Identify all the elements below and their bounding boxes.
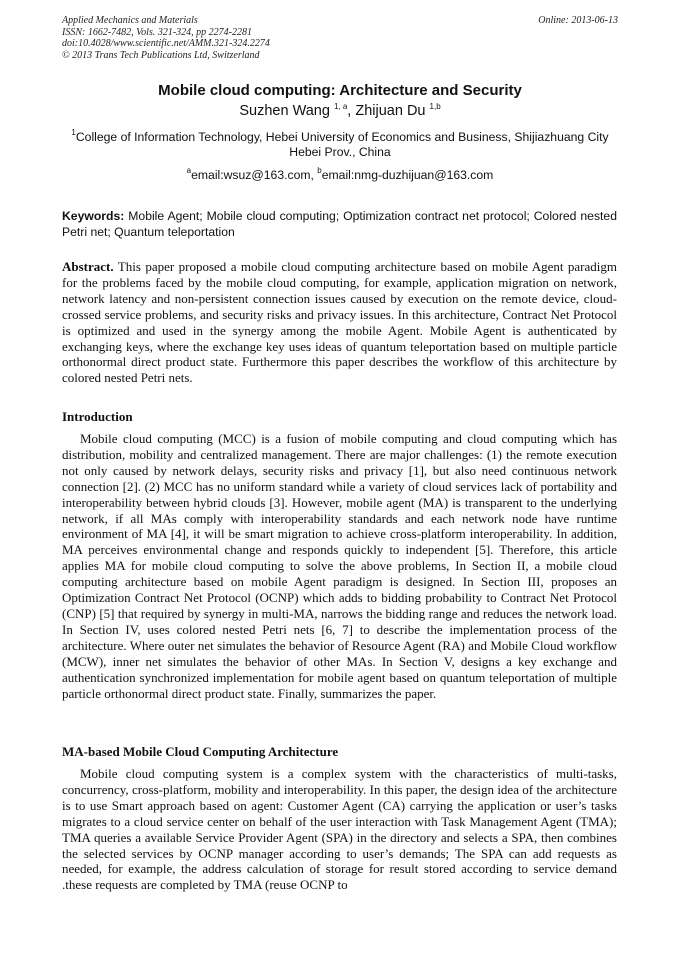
email-mark: a [186,166,192,175]
affiliation-mark: 1 [71,128,76,137]
author-separator: , [347,103,356,119]
abstract-label: Abstract. [62,259,114,274]
email-text: email:wsuz@163.com, [191,168,318,182]
email-mark: b [317,166,322,175]
email-text: email:nmg-duzhijuan@163.com [321,168,494,182]
doi-line: doi:10.4028/www.scientific.net/AMM.321-324.2274 [62,38,270,49]
author-emails [62,168,618,182]
online-date: Online: 2013-06-13 [538,15,618,26]
section-heading-architecture: MA-based Mobile Cloud Computing Architecture [62,744,339,759]
abstract [62,259,617,386]
keywords [62,209,617,240]
author-name: Zhijuan Du [355,103,426,119]
paper-title: Mobile cloud computing: Architecture and Security [158,82,522,99]
affiliation-text: College of Information Technology, Hebei University of Economics and Business, Shijiazhuang City Hebei Prov., China [75,130,609,159]
journal-header [62,15,618,61]
keywords-label: Keywords: [62,209,125,223]
affiliation [62,130,618,160]
keywords-text: Mobile Agent; Mobile cloud computing; Optimization contract net protocol; Colored nested Petri net; Quantum teleportation [62,209,617,239]
journal-name: Applied Mechanics and Materials [62,15,198,26]
author-affiliation-mark: 1,b [429,102,441,111]
issn-line: ISSN: 1662-7482, Vols. 321-324, pp 2274-2281 [62,26,252,38]
architecture-paragraph: Mobile cloud computing system is a complex system with the characteristics of multi-tasks, concurrency, cross-platform, mobility and interoperability. In this paper, the design idea of the architecture is to use Smart approach based on agent: Customer Agent (CA) carrying the application or user’s tasks migrates to a cloud service center on behalf of the user interaction with Task Management Agent (TMA); TMA queries a available Service Provider Agent (SPA) in the directory and selects a SPA, then combines the selected services by OCNP manager according to user’s demands; The SPA can add requests as needed, for example, the address calculation of storage for result stored according to service demand .these requests are completed by TMA (reuse OCNP to [62,766,617,893]
abstract-text: This paper proposed a mobile cloud computing architecture based on mobile Agent paradigm for the problems faced by the mobile cloud computing, for example, application migration on network, network latency and non-persistent connection issues caused by execution on the remote device, cloud-crossed service problems, and security risks and privacy issues. In this architecture, Contract Net Protocol is optimized and used in the synergy among the mobile Agent. Mobile Agent is authenticated by exchanging keys, where the exchange key uses ideas of quantum teleportation based on multiple particle orthonormal direct product state. Furthermore this paper describes the workflow of this architecture by colored nested Petri nets. [62,259,617,386]
section-heading-introduction: Introduction [62,409,133,424]
introduction-paragraph: Mobile cloud computing (MCC) is a fusion of mobile computing and cloud computing which has distribution, mobility and centralized management. There are major challenges: (1) the remote execution not only caused by network delays, security risks and privacy [1], but also need continuous network connection [2]. (2) MCC has no uniform standard while a variety of cloud services lack of portability and interoperability between hybrid clouds [3]. However, mobile agent (MA) is transparent to the underlying network, if all MAs comply with interoperability standards and each network node have runtime environment of MA [4], it will be smart migration to achieve cross-platform interoperability. In addition, MA perceives environmental change and responds quickly to independent [5]. Therefore, this article applies MA for mobile cloud computing to solve the above problems, In Section II, a mobile cloud computing architecture based on mobile Agent paradigm is designed. In Section III, proposes an Optimization Contract Net Protocol (OCNP) which adds to bidding probability to Contract Net Protocol (CNP) [5] that required by synergy in multi-MA, narrows the bidding range and reduces the network load. In Section IV, uses colored nested Petri nets [6, 7] to describe the implementation process of the architecture. Where outer net simulates the behavior of Resource Agent (RA) and Mobile Cloud workflow (MCW), inner net simulates the behavior of other MAs. In Section V, designs a key exchange and authentication synchronized implementation for mobile agent based on quantum teleportation of multiple particle orthonormal direct product state. Finally, summarizes the paper. [62,431,617,701]
author-name: Suzhen Wang [239,103,330,119]
copyright-line: © 2013 Trans Tech Publications Ltd, Switzerland [62,49,260,61]
author-list [62,103,618,119]
author-affiliation-mark: 1, a [333,102,348,111]
